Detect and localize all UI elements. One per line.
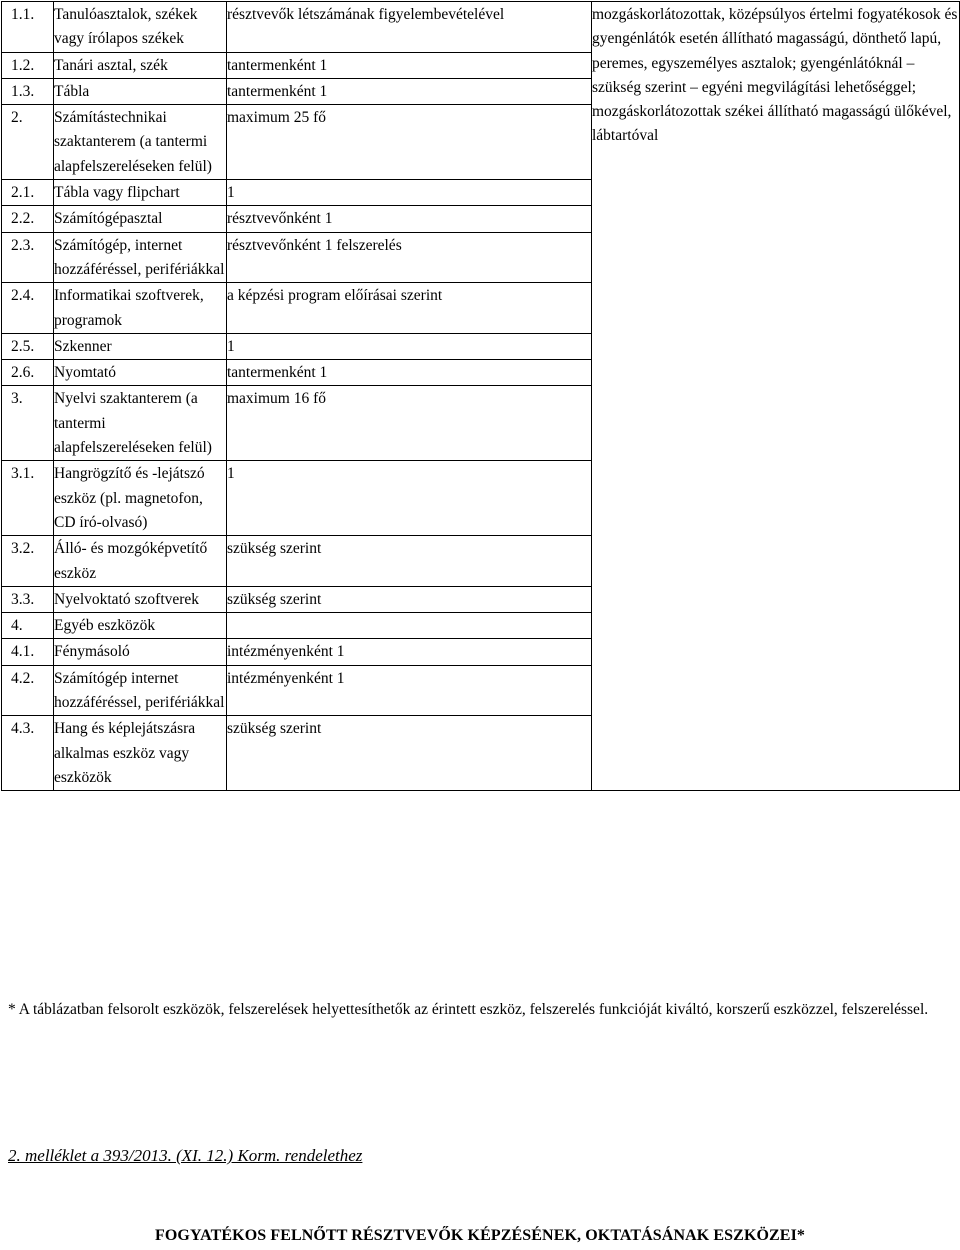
item-name: Hangrögzítő és -lejátszó eszköz (pl. magnetofon, CD író-olvasó) — [54, 461, 227, 536]
item-name: Szkenner — [54, 333, 227, 359]
footnote: * A táblázatban felsorolt eszközök, felszerelések helyettesíthetők az érintett eszköz, felszerelés funkcióját kiváltó, korszerű eszközzel, felszereléssel. — [8, 1001, 929, 1018]
item-quantity: szükség szerint — [227, 536, 592, 587]
row-number: 1.1. — [2, 2, 54, 53]
row-number: 4.2. — [2, 665, 54, 716]
item-name: Számítógépasztal — [54, 206, 227, 232]
item-name: Egyéb eszközök — [54, 613, 227, 639]
row-number: 4.3. — [2, 716, 54, 791]
item-name: Fénymásoló — [54, 639, 227, 665]
row-number: 2. — [2, 105, 54, 180]
item-quantity: intézményenként 1 — [227, 639, 592, 665]
item-quantity: 1 — [227, 461, 592, 536]
item-quantity: résztvevők létszámának figyelembevételével — [227, 2, 592, 53]
item-name: Tanári asztal, szék — [54, 52, 227, 78]
row-number: 3.2. — [2, 536, 54, 587]
item-name: Számítógép, internet hozzáféréssel, perifériákkal — [54, 232, 227, 283]
item-quantity: 1 — [227, 333, 592, 359]
item-quantity: maximum 25 fő — [227, 105, 592, 180]
item-quantity: maximum 16 fő — [227, 386, 592, 461]
row-number: 2.4. — [2, 283, 54, 334]
row-number: 3.1. — [2, 461, 54, 536]
row-number: 2.2. — [2, 206, 54, 232]
item-name: Nyelvi szaktanterem (a tantermi alapfelszereléseken felül) — [54, 386, 227, 461]
item-quantity: intézményenként 1 — [227, 665, 592, 716]
item-name: Számítógép internet hozzáféréssel, perifériákkal — [54, 665, 227, 716]
row-number: 4. — [2, 613, 54, 639]
row-number: 2.3. — [2, 232, 54, 283]
item-quantity: szükség szerint — [227, 716, 592, 791]
row-number: 3. — [2, 386, 54, 461]
item-quantity: 1 — [227, 180, 592, 206]
item-name: Tábla vagy flipchart — [54, 180, 227, 206]
item-name: Számítástechnikai szaktanterem (a tantermi alapfelszereléseken felül) — [54, 105, 227, 180]
row-number: 1.2. — [2, 52, 54, 78]
row-number: 2.1. — [2, 180, 54, 206]
item-name: Tanulóasztalok, székek vagy írólapos székek — [54, 2, 227, 53]
item-name: Hang és képlejátszásra alkalmas eszköz vagy eszközök — [54, 716, 227, 791]
item-quantity — [227, 613, 592, 639]
table-row — [2, 2, 960, 53]
row-number: 2.5. — [2, 333, 54, 359]
row-number: 4.1. — [2, 639, 54, 665]
annex-title: 2. melléklet a 393/2013. (XI. 12.) Korm. rendelethez — [8, 1146, 363, 1165]
row-number: 2.6. — [2, 360, 54, 386]
item-quantity: tantermenként 1 — [227, 78, 592, 104]
item-quantity: szükség szerint — [227, 586, 592, 612]
item-quantity: tantermenként 1 — [227, 360, 592, 386]
item-quantity: résztvevőnként 1 — [227, 206, 592, 232]
document-title: FOGYATÉKOS FELNŐTT RÉSZTVEVŐK KÉPZÉSÉNEK, OKTATÁSÁNAK ESZKÖZEI* — [154, 1227, 806, 1244]
item-quantity: tantermenként 1 — [227, 52, 592, 78]
item-quantity: a képzési program előírásai szerint — [227, 283, 592, 334]
item-name: Informatikai szoftverek, programok — [54, 283, 227, 334]
item-name: Tábla — [54, 78, 227, 104]
row-number: 1.3. — [2, 78, 54, 104]
row-number: 3.3. — [2, 586, 54, 612]
item-name: Álló- és mozgóképvetítő eszköz — [54, 536, 227, 587]
equipment-table — [1, 1, 960, 791]
special-needs-note: mozgáskorlátozottak, középsúlyos értelmi fogyatékosok és gyengénlátók esetén állítható magasságú, dönthető lapú, peremes, egyszemélyes asztalok; gyengénlátóknál – szükség szerint – egyéni megvilágítási lehetőséggel; mozgáskorlátozottak székei állítható magasságú ülőkével, lábtartóval — [592, 2, 960, 791]
item-name: Nyomtató — [54, 360, 227, 386]
item-name: Nyelvoktató szoftverek — [54, 586, 227, 612]
item-quantity: résztvevőnként 1 felszerelés — [227, 232, 592, 283]
